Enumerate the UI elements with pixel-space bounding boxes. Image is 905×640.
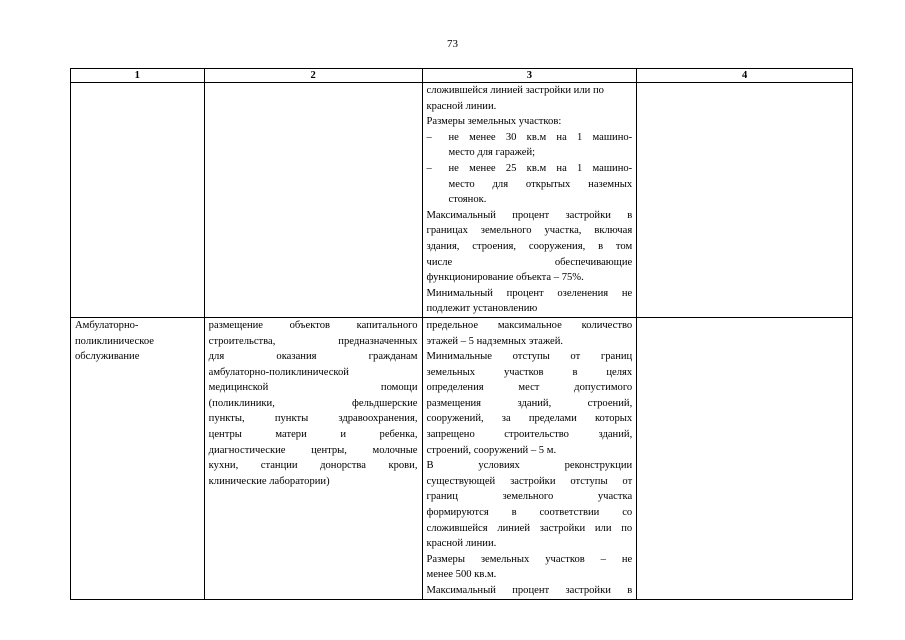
text-line: определения мест допустимого bbox=[426, 382, 633, 394]
text-line: центры матери и ребенка, bbox=[208, 429, 418, 441]
text-line: размещения зданий, строений, bbox=[426, 397, 633, 409]
text-line: не менее 30 кв.м на 1 машино- bbox=[448, 131, 633, 143]
text-line: Амбулаторно- bbox=[75, 319, 139, 331]
text-line: клинические лаборатории) bbox=[208, 475, 330, 487]
text-line: существующей застройки отступы от bbox=[426, 475, 633, 487]
column-header-2: 2 bbox=[204, 69, 422, 83]
text-line: числе обеспечивающие bbox=[426, 256, 633, 268]
row2-col3-cell bbox=[422, 317, 637, 599]
row2-col1-cell bbox=[71, 317, 205, 599]
text-line: для оказания гражданам bbox=[208, 351, 418, 363]
dash-marker: – bbox=[426, 162, 432, 174]
column-header-3: 3 bbox=[422, 69, 637, 83]
text-line: сооружений, за пределами которых bbox=[426, 413, 633, 425]
text-line: стоянок. bbox=[448, 194, 487, 206]
land-sizes-heading: Размеры земельных участков: bbox=[426, 116, 562, 128]
list-item bbox=[427, 161, 633, 208]
text-line: границ земельного участка bbox=[426, 491, 633, 503]
text-line: пункты, пункты здравоохранения, bbox=[208, 413, 418, 425]
text-line: амбулаторно-поликлинической bbox=[208, 366, 349, 378]
text-line: место для открытых наземных bbox=[448, 178, 633, 190]
text-line: Размеры земельных участков – не bbox=[426, 553, 633, 565]
text-line: поликлиническое bbox=[75, 335, 154, 347]
text-line: строений, сооружений – 5 м. bbox=[426, 444, 557, 456]
text-line: обслуживание bbox=[75, 351, 140, 363]
row1-col1-cell bbox=[71, 83, 205, 318]
text-line: формируются в соответствии со bbox=[426, 507, 633, 519]
text-line: предельное максимальное количество bbox=[426, 319, 633, 331]
text-line: Минимальный процент озеленения не bbox=[426, 287, 633, 299]
text-line: менее 500 кв.м. bbox=[426, 569, 497, 581]
text-line: место для гаражей; bbox=[448, 147, 536, 159]
text-line: здания, строения, сооружения, в том bbox=[426, 240, 633, 252]
text-line: строительства, предназначенных bbox=[208, 335, 418, 347]
column-header-4: 4 bbox=[637, 69, 853, 83]
text-line: Минимальные отступы от границ bbox=[426, 351, 633, 363]
row1-col3-cell bbox=[422, 83, 637, 318]
row2-col4-cell bbox=[637, 317, 853, 599]
text-line: медицинской помощи bbox=[208, 382, 418, 394]
zoning-table bbox=[70, 68, 853, 600]
text-line: не менее 25 кв.м на 1 машино- bbox=[448, 162, 633, 174]
text-line: границах земельного участка, включая bbox=[426, 225, 633, 237]
text-line: этажей – 5 надземных этажей. bbox=[426, 335, 564, 347]
table-row bbox=[71, 83, 853, 318]
text-line: диагностические центры, молочные bbox=[208, 444, 418, 456]
list-item bbox=[427, 130, 633, 161]
table-header-row bbox=[71, 69, 853, 83]
text-line: кухни, станции донорства крови, bbox=[208, 460, 418, 472]
text-line: сложившейся линией застройки или по bbox=[426, 522, 633, 534]
text-line: подлежит установлению bbox=[426, 303, 538, 315]
text-line: В условиях реконструкции bbox=[426, 460, 633, 472]
text-line: земельных участков в целях bbox=[426, 366, 633, 378]
text-line: (поликлиники, фельдшерские bbox=[208, 397, 418, 409]
text-line: Максимальный процент застройки в bbox=[426, 209, 633, 221]
table-row bbox=[71, 317, 853, 599]
page-number: 73 bbox=[447, 38, 458, 50]
row2-col2-cell bbox=[204, 317, 422, 599]
text-line: запрещено строительство зданий, bbox=[426, 429, 633, 441]
row1-col4-cell bbox=[637, 83, 853, 318]
text-line: красной линии. bbox=[426, 538, 497, 550]
text-line: функционирование объекта – 75%. bbox=[426, 272, 584, 284]
text-line: размещение объектов капитального bbox=[208, 319, 418, 331]
row1-col2-cell bbox=[204, 83, 422, 318]
column-header-1: 1 bbox=[71, 69, 205, 83]
text-line: Максимальный процент застройки в bbox=[426, 585, 633, 596]
dash-marker: – bbox=[426, 131, 432, 143]
text-line: красной линии. bbox=[426, 100, 497, 112]
text-line: сложившейся линией застройки или по bbox=[426, 85, 604, 96]
